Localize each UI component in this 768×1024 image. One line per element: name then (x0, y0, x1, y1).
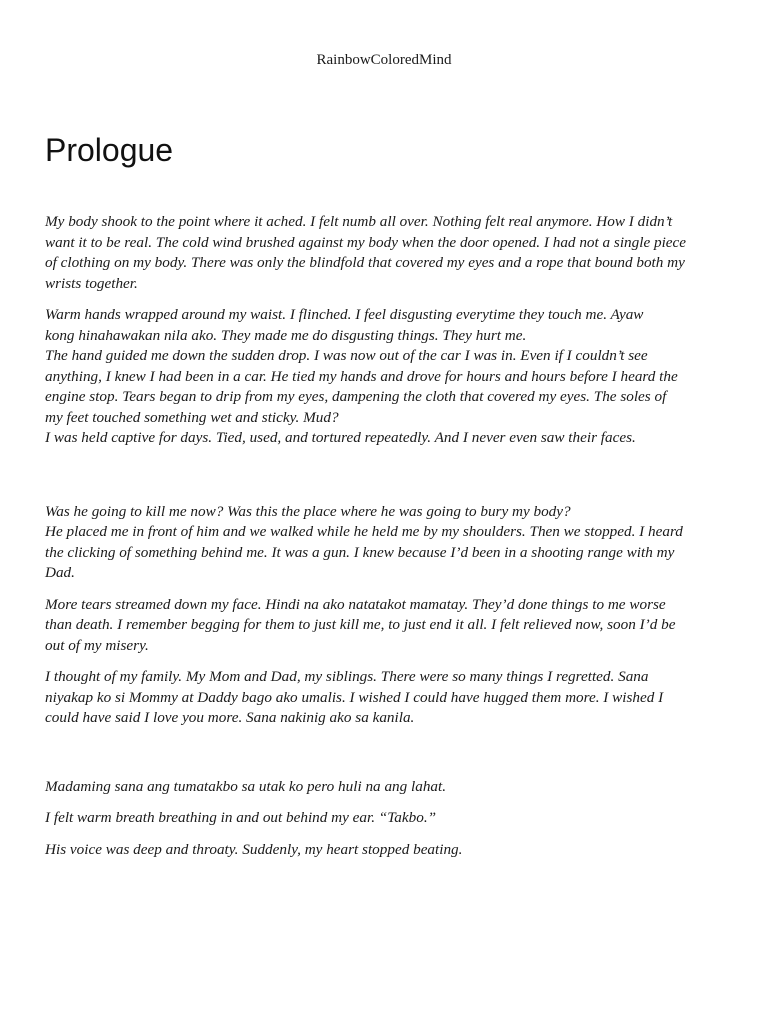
text-line: Warm hands wrapped around my waist. I flinched. I feel disgusting everytime they touch me. Ayaw (45, 306, 644, 323)
text-line: kong hinahawakan nila ako. They made me do disgusting things. They hurt me. (45, 326, 527, 344)
text-line: wrists together. (45, 274, 138, 292)
text-line: Madaming sana ang tumatakbo sa utak ko pero huli na ang lahat. (45, 777, 447, 795)
chapter-body (45, 212, 730, 871)
text-line: I was held captive for days. Tied, used, and tortured repeatedly. And I never even saw their faces. (45, 429, 636, 446)
text-line: Dad. (45, 564, 75, 581)
text-line: the clicking of something behind me. It was a gun. I knew because I’d been in a shooting range with my (45, 543, 675, 561)
paragraph (45, 595, 730, 657)
text-line: I thought of my family. My Mom and Dad, my siblings. There were so many things I regretted. Sana (45, 668, 649, 685)
text-line: than death. I remember begging for them to just kill me, to just end it all. I felt relieved now, soon I’d be (45, 616, 676, 633)
section-spacer (45, 740, 730, 777)
text-line: My body shook to the point where it ached. I felt numb all over. Nothing felt real anymore. How I didn’t (45, 213, 673, 230)
paragraph (45, 840, 730, 861)
paragraph (45, 305, 730, 449)
text-line: His voice was deep and throaty. Suddenly, my heart stopped beating. (45, 840, 463, 858)
chapter-title: Prologue (45, 132, 174, 168)
text-line: anything, I knew I had been in a car. He tied my hands and drove for hours and hours before I heard the (45, 367, 678, 385)
text-line: Was he going to kill me now? Was this the place where he was going to bury my body? (45, 502, 571, 520)
paragraph (45, 502, 730, 584)
paragraph (45, 212, 730, 294)
text-line: of clothing on my body. There was only the blindfold that covered my eyes and a rope that bound both my (45, 254, 685, 271)
text-line: could have said I love you more. Sana nakinig ako sa kanila. (45, 709, 415, 726)
text-line: niyakap ko si Mommy at Daddy bago ako umalis. I wished I could have hugged them more. I wished I (45, 688, 664, 706)
text-line: out of my misery. (45, 636, 149, 654)
text-line: He placed me in front of him and we walked while he held me by my shoulders. Then we stopped. I heard (45, 523, 683, 540)
paragraph (45, 777, 730, 798)
author-header: RainbowColoredMind (316, 52, 452, 68)
paragraph (45, 667, 730, 729)
text-line: want it to be real. The cold wind brushed against my body when the door opened. I had not a single piece (45, 233, 687, 251)
text-line: engine stop. Tears began to drip from my eyes, dampening the cloth that covered my eyes. The soles of (45, 388, 667, 405)
text-line: I felt warm breath breathing in and out behind my ear. “Takbo.” (45, 809, 437, 826)
text-line: More tears streamed down my face. Hindi na ako natatakot mamatay. They’d done things to me worse (45, 595, 666, 613)
text-line: The hand guided me down the sudden drop. I was now out of the car I was in. Even if I couldn’t see (45, 347, 648, 364)
paragraph (45, 808, 730, 829)
text-line: my feet touched something wet and sticky. Mud? (45, 408, 339, 426)
section-spacer (45, 460, 730, 502)
